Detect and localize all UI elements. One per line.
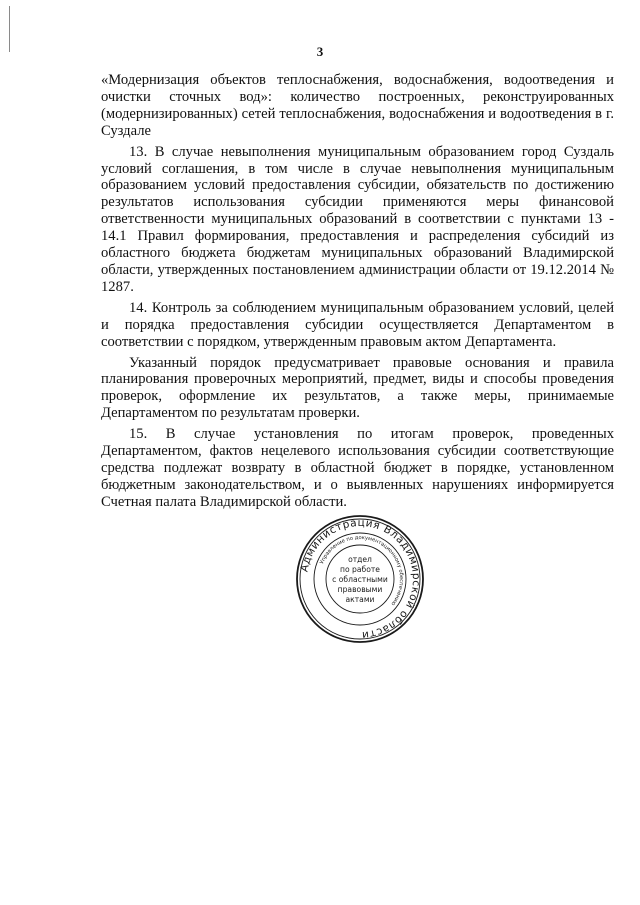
page-number: 3 <box>316 44 324 59</box>
stamp-outer-ring-text: Администрация Владимирской области <box>298 516 423 642</box>
stamp-center-line-4: правовыми <box>337 585 383 594</box>
document-body <box>101 72 614 515</box>
stamp-center-line-2: по работе <box>340 565 380 574</box>
stamp-center-line-5: актами <box>345 595 375 604</box>
stamp-center-line-3: с областными <box>332 575 388 584</box>
paragraph-13: 13. В случае невыполнения муниципальным образованием город Суздаль условий соглашения, в том числе в случае невыполнения муниципальным образованием условий предоставления субсидии, обязательств по достижению результатов использования субсидии применяются меры финансовой ответственности муниципальных образований в соответствии с пунктами 13 - 14.1 Правил формирования, предоставления и распределения субсидий из областного бюджета бюджетам муниципальных образований Владимирской области, утвержденных постановлением администрации области от 19.12.2014 № 1287. <box>101 143 614 295</box>
paragraph-procedure: Указанный порядок предусматривает правовые основания и правила планирования проверочных мероприятий, предмет, виды и способы проведения проверок, оформление их результатов, а также меры, принимаемые Департаментом по результатам проверки. <box>101 354 614 422</box>
stamp-inner-ring-text: Управление по документационному обеспечению <box>319 534 405 607</box>
paragraph-14: 14. Контроль за соблюдением муниципальным образованием условий, целей и порядка предоставления субсидии осуществляется Департаментом в соответствии с порядком, утвержденным правовым актом Департамента. <box>101 299 614 350</box>
official-stamp <box>295 514 425 644</box>
stamp-svg <box>295 514 425 644</box>
paragraph-15: 15. В случае установления по итогам проверок, проведенных Департаментом, фактов нецелевого использования субсидии соответствующие средства подлежат возврату в областной бюджет в порядке, установленном бюджетным законодательством, и о выявленных нарушениях информируется Счетная палата Владимирской области. <box>101 426 614 510</box>
paragraph-continuation: «Модернизация объектов теплоснабжения, водоснабжения, водоотведения и очистки сточных вод»: количество построенных, реконструированных (модернизированных) сетей теплоснабжения, водоснабжения и водоотведения в г. Суздале <box>101 72 614 139</box>
stamp-center-line-1: отдел <box>348 555 372 564</box>
